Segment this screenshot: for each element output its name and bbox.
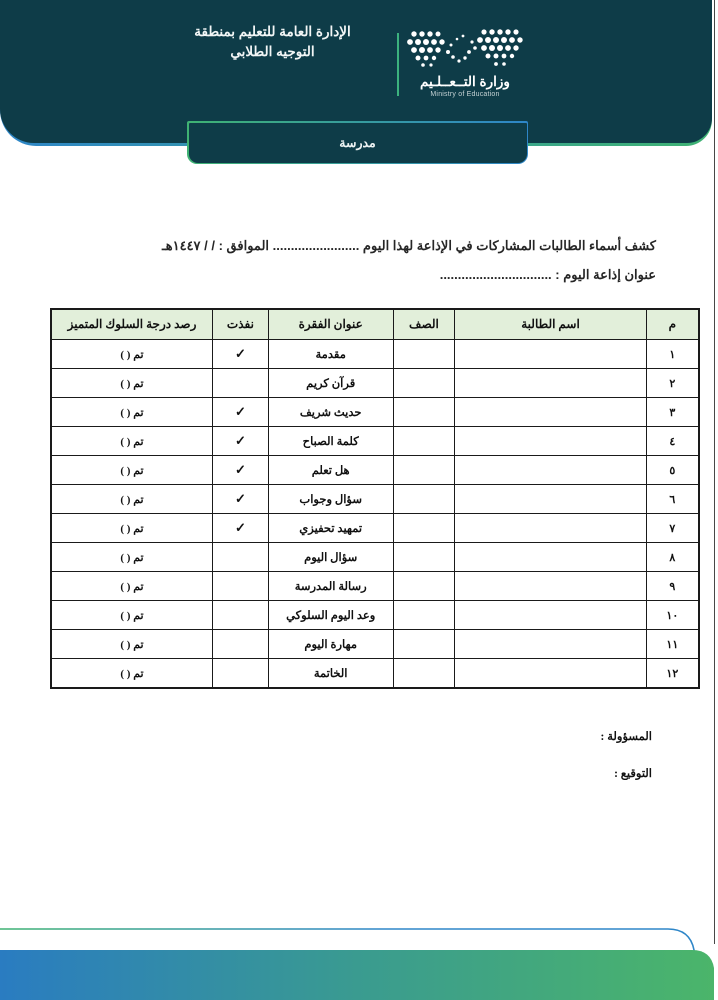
- class-cell: [393, 369, 455, 398]
- behavior-score-cell: ( ) تم: [51, 427, 212, 456]
- signature-label: التوقيع :: [614, 768, 652, 780]
- table-row: [51, 369, 699, 398]
- behavior-score-cell: ( ) تم: [51, 601, 212, 630]
- broadcast-table-body: [51, 340, 699, 689]
- table-row: [51, 485, 699, 514]
- row-number-cell: ١: [646, 340, 699, 369]
- class-cell: [393, 543, 455, 572]
- executed-checkmark-cell: [212, 369, 268, 398]
- class-cell: [393, 630, 455, 659]
- student-name-cell: [455, 369, 646, 398]
- segment-title-cell: حديث شريف: [268, 398, 393, 427]
- segment-title-cell: هل تعلم: [268, 456, 393, 485]
- ministry-name-arabic: وزارة التــعــلـيم: [420, 74, 510, 89]
- executed-checkmark-cell: [212, 630, 268, 659]
- row-number-cell: ٥: [646, 456, 699, 485]
- executed-checkmark-cell: [212, 543, 268, 572]
- student-name-cell: [455, 514, 646, 543]
- table-row: [51, 601, 699, 630]
- school-tab: [189, 123, 527, 163]
- table-row: [51, 456, 699, 485]
- class-cell: [393, 572, 455, 601]
- behavior-score-cell: ( ) تم: [51, 398, 212, 427]
- student-name-cell: [455, 340, 646, 369]
- student-name-cell: [455, 398, 646, 427]
- table-row: [51, 572, 699, 601]
- logo-divider-line: [397, 33, 399, 96]
- col-header-number: م: [646, 309, 699, 340]
- student-name-cell: [455, 630, 646, 659]
- executed-checkmark-cell: [212, 601, 268, 630]
- table-row: [51, 630, 699, 659]
- student-name-cell: [455, 456, 646, 485]
- behavior-score-cell: ( ) تم: [51, 514, 212, 543]
- behavior-score-cell: ( ) تم: [51, 572, 212, 601]
- segment-title-cell: وعد اليوم السلوكي: [268, 601, 393, 630]
- behavior-score-cell: ( ) تم: [51, 659, 212, 689]
- row-number-cell: ٩: [646, 572, 699, 601]
- segment-title-cell: رسالة المدرسة: [268, 572, 393, 601]
- student-name-cell: [455, 572, 646, 601]
- executed-checkmark-cell: ✓: [212, 427, 268, 456]
- department-title: [150, 22, 395, 61]
- segment-title-cell: الخاتمة: [268, 659, 393, 689]
- student-name-cell: [455, 601, 646, 630]
- row-number-cell: ٦: [646, 485, 699, 514]
- row-number-cell: ٢: [646, 369, 699, 398]
- executed-checkmark-cell: ✓: [212, 456, 268, 485]
- segment-title-cell: مقدمة: [268, 340, 393, 369]
- executed-checkmark-cell: [212, 572, 268, 601]
- class-cell: [393, 659, 455, 689]
- row-number-cell: ١٠: [646, 601, 699, 630]
- executed-checkmark-cell: ✓: [212, 485, 268, 514]
- executed-checkmark-cell: ✓: [212, 340, 268, 369]
- table-row: [51, 398, 699, 427]
- table-row: [51, 427, 699, 456]
- executed-checkmark-cell: [212, 659, 268, 689]
- segment-title-cell: تمهيد تحفيزي: [268, 514, 393, 543]
- class-cell: [393, 514, 455, 543]
- row-number-cell: ٧: [646, 514, 699, 543]
- table-row: [51, 514, 699, 543]
- class-cell: [393, 485, 455, 514]
- ministry-name-english: Ministry of Education: [430, 91, 500, 98]
- row-number-cell: ٨: [646, 543, 699, 572]
- department-line1: الإدارة العامة للتعليم بمنطقة: [194, 24, 351, 39]
- col-header-segment-title: عنوان الفقرة: [268, 309, 393, 340]
- page-edge-line: [714, 0, 716, 944]
- col-header-class: الصف: [393, 309, 455, 340]
- row-number-cell: ١١: [646, 630, 699, 659]
- broadcast-roster-table: [50, 308, 700, 689]
- executed-checkmark-cell: ✓: [212, 514, 268, 543]
- behavior-score-cell: ( ) تم: [51, 456, 212, 485]
- class-cell: [393, 427, 455, 456]
- form-title-line1: كشف أسماء الطالبات المشاركات في الإذاعة لهذا اليوم ........................ الموافق : / / ١٤٤٧هـ: [161, 238, 656, 253]
- col-header-behavior-score: رصد درجة السلوك المتميز: [51, 309, 212, 340]
- student-name-cell: [455, 659, 646, 689]
- behavior-score-cell: ( ) تم: [51, 369, 212, 398]
- class-cell: [393, 456, 455, 485]
- segment-title-cell: مهارة اليوم: [268, 630, 393, 659]
- table-row: [51, 659, 699, 689]
- table-row: [51, 543, 699, 572]
- form-title-line2: عنوان إذاعة اليوم : ...............................: [439, 267, 656, 282]
- col-header-executed: نفذت: [212, 309, 268, 340]
- ministry-logo: [406, 27, 524, 98]
- behavior-score-cell: ( ) تم: [51, 340, 212, 369]
- department-line2: التوجيه الطلابي: [230, 43, 315, 59]
- segment-title-cell: كلمة الصباح: [268, 427, 393, 456]
- row-number-cell: ٣: [646, 398, 699, 427]
- row-number-cell: ١٢: [646, 659, 699, 689]
- responsible-label: المسؤولة :: [600, 731, 652, 743]
- student-name-cell: [455, 543, 646, 572]
- class-cell: [393, 398, 455, 427]
- class-cell: [393, 340, 455, 369]
- segment-title-cell: قرآن كريم: [268, 369, 393, 398]
- col-header-student-name: اسم الطالبة: [455, 309, 646, 340]
- class-cell: [393, 601, 455, 630]
- school-label: مدرسة: [339, 136, 376, 150]
- form-titles: [40, 238, 656, 283]
- signature-block: [601, 729, 652, 780]
- school-tab-outline: [187, 121, 528, 164]
- footer-gradient-band: [0, 922, 718, 1000]
- segment-title-cell: سؤال اليوم: [268, 543, 393, 572]
- segment-title-cell: سؤال وجواب: [268, 485, 393, 514]
- executed-checkmark-cell: ✓: [212, 398, 268, 427]
- ministry-dots-icon: [406, 27, 524, 73]
- behavior-score-cell: ( ) تم: [51, 485, 212, 514]
- behavior-score-cell: ( ) تم: [51, 543, 212, 572]
- row-number-cell: ٤: [646, 427, 699, 456]
- student-name-cell: [455, 427, 646, 456]
- behavior-score-cell: ( ) تم: [51, 630, 212, 659]
- table-header-row: [51, 309, 699, 340]
- student-name-cell: [455, 485, 646, 514]
- table-row: [51, 340, 699, 369]
